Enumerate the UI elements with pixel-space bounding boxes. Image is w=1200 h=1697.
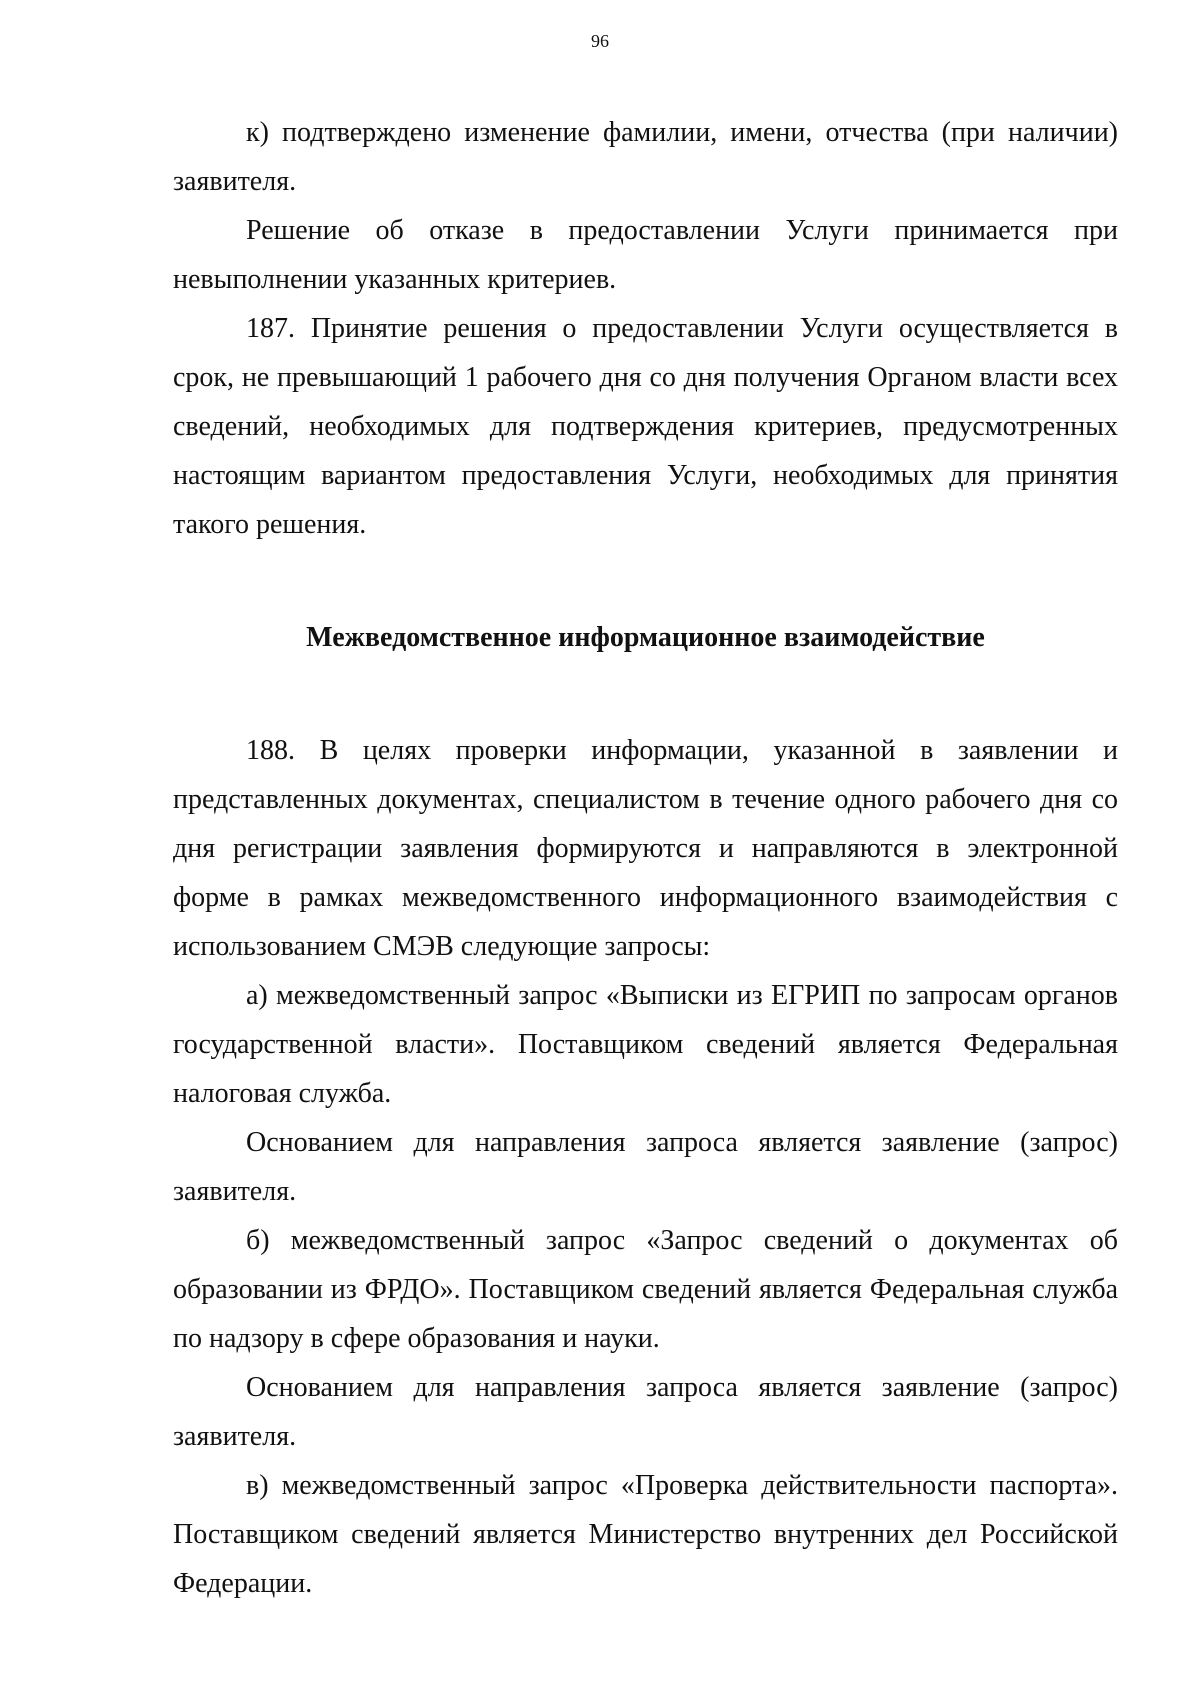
paragraph-188: 188. В целях проверки информации, указанной в заявлении и представленных документах, специалистом в течение одного рабочего дня со дня регистрации заявления формируются и направляются в электронной форме в рамках межведомственного информационного взаимодействия с использованием СМЭВ следующие запросы: bbox=[173, 735, 1118, 962]
page-number: 96 bbox=[591, 31, 609, 51]
paragraph-basis-b: Основанием для направления запроса является заявление (запрос) заявителя. bbox=[173, 1372, 1118, 1452]
paragraph-request-b: б) межведомственный запрос «Запрос сведений о документах об образовании из ФРДО». Поставщиком сведений является Федеральная служба по надзору в сфере образования и науки. bbox=[173, 1225, 1118, 1354]
paragraph-request-v: в) межведомственный запрос «Проверка действительности паспорта». Поставщиком сведений является Министерство внутренних дел Российской Федерации. bbox=[173, 1470, 1118, 1599]
document-body bbox=[173, 108, 1118, 1608]
paragraph-request-a: а) межведомственный запрос «Выписки из ЕГРИП по запросам органов государственной власти». Поставщиком сведений является Федеральная налоговая служба. bbox=[173, 980, 1118, 1109]
section-heading: Межведомственное информационное взаимодействие bbox=[306, 622, 985, 653]
paragraph-item-k: к) подтверждено изменение фамилии, имени, отчества (при наличии) заявителя. bbox=[173, 117, 1118, 197]
paragraph-basis-a: Основанием для направления запроса является заявление (запрос) заявителя. bbox=[173, 1127, 1118, 1207]
paragraph-refusal-decision: Решение об отказе в предоставлении Услуги принимается при невыполнении указанных критериев. bbox=[173, 215, 1118, 295]
paragraph-187: 187. Принятие решения о предоставлении Услуги осуществляется в срок, не превышающий 1 рабочего дня со дня получения Органом власти всех сведений, необходимых для подтверждения критериев, предусмотренных настоящим вариантом предоставления Услуги, необходимых для принятия такого решения. bbox=[173, 313, 1118, 540]
